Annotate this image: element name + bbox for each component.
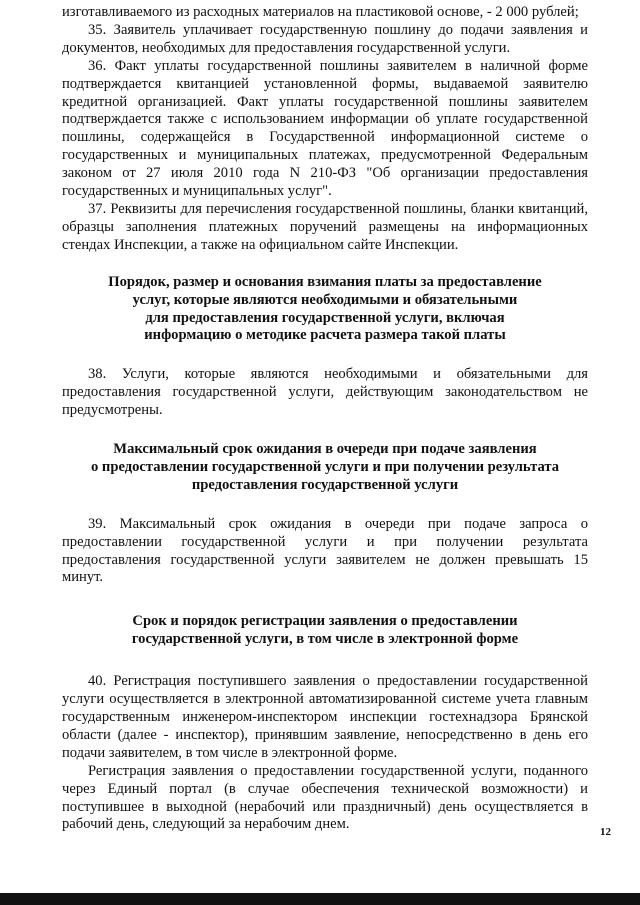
heading-line: для предоставления государственной услуги, включая xyxy=(145,309,505,326)
heading-line: предоставления государственной услуги xyxy=(191,476,459,493)
paragraph-40-continued: Регистрация заявления о предоставлении государственной услуги, поданного через Единый портал (в случае обеспечения технической возможности) и поступившее в выходной (нерабочий или праздничный) день осуществляется в рабочий день, следующий за нерабочим днем. xyxy=(62,762,588,833)
section-heading-registration xyxy=(62,613,588,649)
paragraph-36: 36. Факт уплаты государственной пошлины заявителем в наличной форме подтверждается квитанцией установленной формы, выдаваемой заявителю кредитной организацией. Факт уплаты государственной пошлины заявителем подтверждается также с использованием информации об уплате государственной пошлины, содержащейся в Государственной информационной системе о государственных и муниципальных платежах, предусмотренной Федеральным законом от 27 июля 2010 года N 210-ФЗ "Об организации предоставления государственных и муниципальных услуг". xyxy=(62,57,588,200)
paragraph-35: 35. Заявитель уплачивает государственную пошлину до подачи заявления и документов, необходимых для предоставления государственной услуги. xyxy=(62,21,588,56)
page-content xyxy=(62,4,588,834)
heading-line: Максимальный срок ожидания в очереди при подаче заявления xyxy=(113,441,537,458)
section-heading-fees xyxy=(62,274,588,346)
bottom-scan-edge xyxy=(0,893,640,905)
page-number: 12 xyxy=(600,826,611,838)
heading-line: государственной услуги, в том числе в электронной форме xyxy=(131,631,519,648)
heading-line: Срок и порядок регистрации заявления о предоставлении xyxy=(132,613,518,630)
heading-line: Порядок, размер и основания взимания платы за предоставление xyxy=(108,273,542,290)
paragraph-38: 38. Услуги, которые являются необходимыми и обязательными для предоставления государственной услуги, действующим законодательством не предусмотрены. xyxy=(62,366,588,419)
heading-line: информацию о методике расчета размера такой платы xyxy=(144,327,506,344)
paragraph-39: 39. Максимальный срок ожидания в очереди при подаче запроса о предоставлении государственной услуги и при получении результата предоставления государственной услуги заявителем не должен превышать 15 минут. xyxy=(62,515,588,586)
paragraph-37: 37. Реквизиты для перечисления государственной пошлины, бланки квитанций, образцы заполнения платежных поручений размещены на информационных стендах Инспекции, а также на официальном сайте Инспекции. xyxy=(62,200,588,253)
heading-line: о предоставлении государственной услуги и при получении результата xyxy=(90,458,560,475)
heading-line: услуг, которые являются необходимыми и обязательными xyxy=(132,291,518,308)
paragraph-40: 40. Регистрация поступившего заявления о предоставлении государственной услуги осуществляется в электронной автоматизированной системе учета главным государственным инженером-инспектором инспекции гостехнадзора Брянской области (далее - инспектор), принявшим заявление, непосредственно в день его подачи заявителем, в том числе в электронной форме. xyxy=(62,673,588,761)
section-heading-queue-time xyxy=(62,441,588,495)
paragraph-34-tail: изготавливаемого из расходных материалов на пластиковой основе, - 2 000 рублей; xyxy=(62,4,579,20)
